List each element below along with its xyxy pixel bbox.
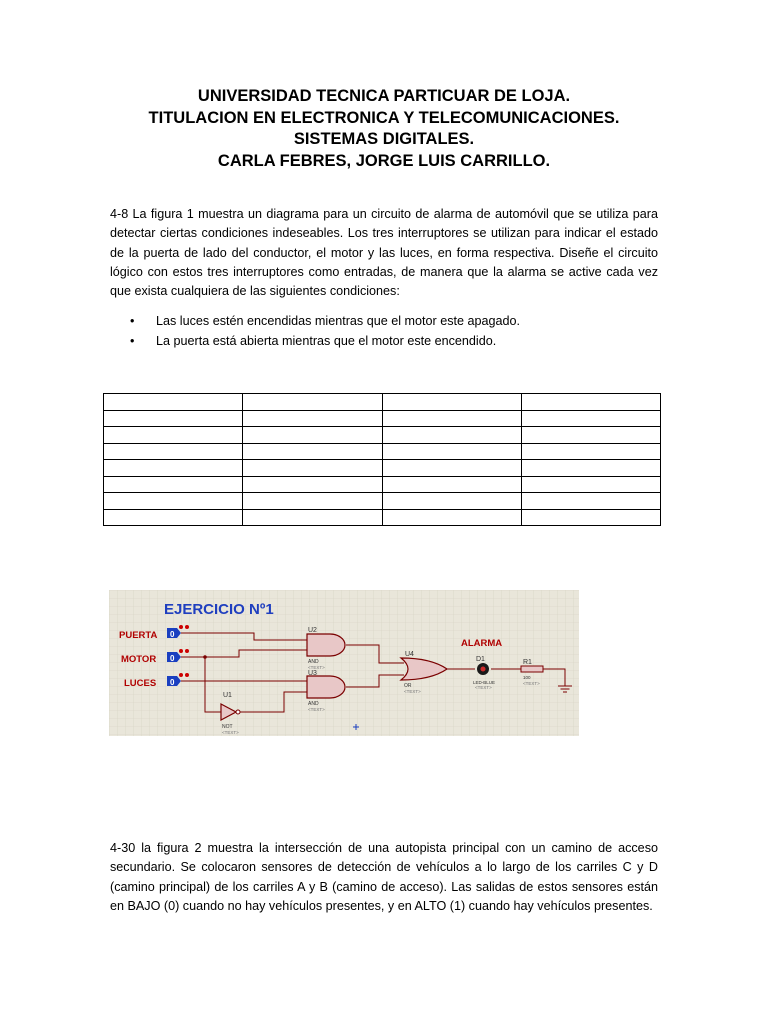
table-cell[interactable] bbox=[382, 460, 521, 477]
table-cell[interactable] bbox=[243, 410, 382, 427]
table-cell[interactable] bbox=[521, 460, 660, 477]
d1-text: <TEXT> bbox=[475, 685, 492, 690]
table-cell[interactable] bbox=[104, 460, 243, 477]
alarm-circuit-diagram bbox=[109, 590, 579, 736]
d1-type: LED-BLUE bbox=[473, 680, 496, 685]
input-label-puerta: PUERTA bbox=[119, 630, 158, 641]
table-cell[interactable] bbox=[243, 394, 382, 411]
input-label-luces: LUCES bbox=[124, 678, 157, 689]
input-label-motor: MOTOR bbox=[121, 654, 157, 665]
u2-ref: U2 bbox=[308, 627, 317, 634]
table-cell[interactable] bbox=[243, 509, 382, 526]
u1-text: <TEXT> bbox=[222, 730, 239, 735]
u2-text: <TEXT> bbox=[308, 665, 325, 670]
course-title: SISTEMAS DIGITALES. bbox=[293, 130, 475, 148]
circuit-title: EJERCICIO Nº1 bbox=[164, 601, 274, 618]
table-cell[interactable] bbox=[521, 476, 660, 493]
table-cell[interactable] bbox=[521, 394, 660, 411]
table-cell[interactable] bbox=[382, 509, 521, 526]
table-cell[interactable] bbox=[104, 443, 243, 460]
bullet-icon: • bbox=[130, 314, 135, 328]
table-cell[interactable] bbox=[521, 493, 660, 510]
table-cell[interactable] bbox=[382, 493, 521, 510]
condition-1: Las luces estén encendidas mientras que el motor este apagado. bbox=[156, 314, 521, 328]
bullet-icon: • bbox=[130, 334, 135, 348]
table-row bbox=[104, 427, 661, 444]
table-row bbox=[104, 410, 661, 427]
table-cell[interactable] bbox=[104, 394, 243, 411]
table-row bbox=[104, 460, 661, 477]
svg-text:0: 0 bbox=[170, 630, 175, 639]
u1-type: NOT bbox=[222, 724, 233, 730]
u3-type: AND bbox=[308, 701, 319, 707]
u3-ref: U3 bbox=[308, 670, 317, 677]
svg-text:0: 0 bbox=[170, 654, 175, 663]
document-header bbox=[0, 86, 768, 172]
table-row bbox=[104, 394, 661, 411]
output-label-alarma: ALARMA bbox=[461, 638, 503, 649]
table-cell[interactable] bbox=[104, 410, 243, 427]
problem-4-30-statement: 4-30 la figura 2 muestra la intersección de una autopista principal con un camino de acceso secundario. Se colocaron sensores de detección de vehículos a lo largo de los carriles C y D (camino principal) de los carriles A y B (camino de acceso). Las salidas de estos sensores están en BAJO (0) cuando no hay vehículos presentes, y en ALTO (1) cuando hay vehículos presentes. bbox=[110, 841, 658, 913]
list-item bbox=[130, 331, 520, 351]
u1-ref: U1 bbox=[223, 692, 232, 699]
r1-ref: R1 bbox=[523, 659, 532, 666]
table-cell[interactable] bbox=[104, 476, 243, 493]
table-row bbox=[104, 443, 661, 460]
condition-list bbox=[130, 311, 520, 351]
table-cell[interactable] bbox=[382, 427, 521, 444]
table-cell[interactable] bbox=[243, 460, 382, 477]
table-cell[interactable] bbox=[382, 476, 521, 493]
problem-4-8-statement: 4-8 La figura 1 muestra un diagrama para un circuito de alarma de automóvil que se utiliza para detectar ciertas condiciones indeseables. Los tres interruptores se utilizan para indicar el estado de la puerta de lado del conductor, el motor y las luces, en forma respectiva. Diseñe el circuito lógico con estos tres interruptores como entradas, de manera que la alarma se active cada vez que exista cualquiera de las siguientes condiciones: bbox=[110, 207, 658, 299]
table-cell[interactable] bbox=[521, 427, 660, 444]
authors: CARLA FEBRES, JORGE LUIS CARRILLO. bbox=[217, 151, 551, 170]
table-row bbox=[104, 493, 661, 510]
list-item bbox=[130, 311, 520, 331]
table-cell[interactable] bbox=[243, 493, 382, 510]
table-row bbox=[104, 509, 661, 526]
resistor-r1[interactable] bbox=[521, 666, 543, 672]
r1-value: 100 bbox=[523, 675, 531, 680]
table-cell[interactable] bbox=[521, 443, 660, 460]
table-cell[interactable] bbox=[243, 427, 382, 444]
r1-text: <TEXT> bbox=[523, 681, 540, 686]
table-cell[interactable] bbox=[104, 509, 243, 526]
truth-table bbox=[103, 393, 661, 526]
table-cell[interactable] bbox=[104, 493, 243, 510]
and-gate-u2[interactable] bbox=[307, 634, 345, 656]
u4-text: <TEXT> bbox=[404, 689, 421, 694]
u3-text: <TEXT> bbox=[308, 707, 325, 712]
table-cell[interactable] bbox=[382, 410, 521, 427]
table-row bbox=[104, 476, 661, 493]
table-cell[interactable] bbox=[382, 443, 521, 460]
table-cell[interactable] bbox=[521, 509, 660, 526]
condition-2: La puerta está abierta mientras que el motor este encendido. bbox=[156, 334, 497, 348]
and-gate-u3[interactable] bbox=[307, 676, 345, 698]
university-title: UNIVERSIDAD TECNICA PARTICUAR DE LOJA. bbox=[197, 87, 571, 105]
d1-ref: D1 bbox=[476, 656, 485, 663]
table-cell[interactable] bbox=[521, 410, 660, 427]
table-cell[interactable] bbox=[243, 443, 382, 460]
u4-ref: U4 bbox=[405, 651, 414, 658]
junction-dot bbox=[203, 655, 207, 659]
svg-text:0: 0 bbox=[170, 678, 175, 687]
table-cell[interactable] bbox=[104, 427, 243, 444]
u2-type: AND bbox=[308, 659, 319, 665]
table-cell[interactable] bbox=[243, 476, 382, 493]
led-d1[interactable] bbox=[477, 663, 489, 675]
table-cell[interactable] bbox=[382, 394, 521, 411]
program-title: TITULACION EN ELECTRONICA Y TELECOMUNICACIONES. bbox=[148, 108, 620, 127]
u4-type: OR bbox=[404, 683, 412, 689]
